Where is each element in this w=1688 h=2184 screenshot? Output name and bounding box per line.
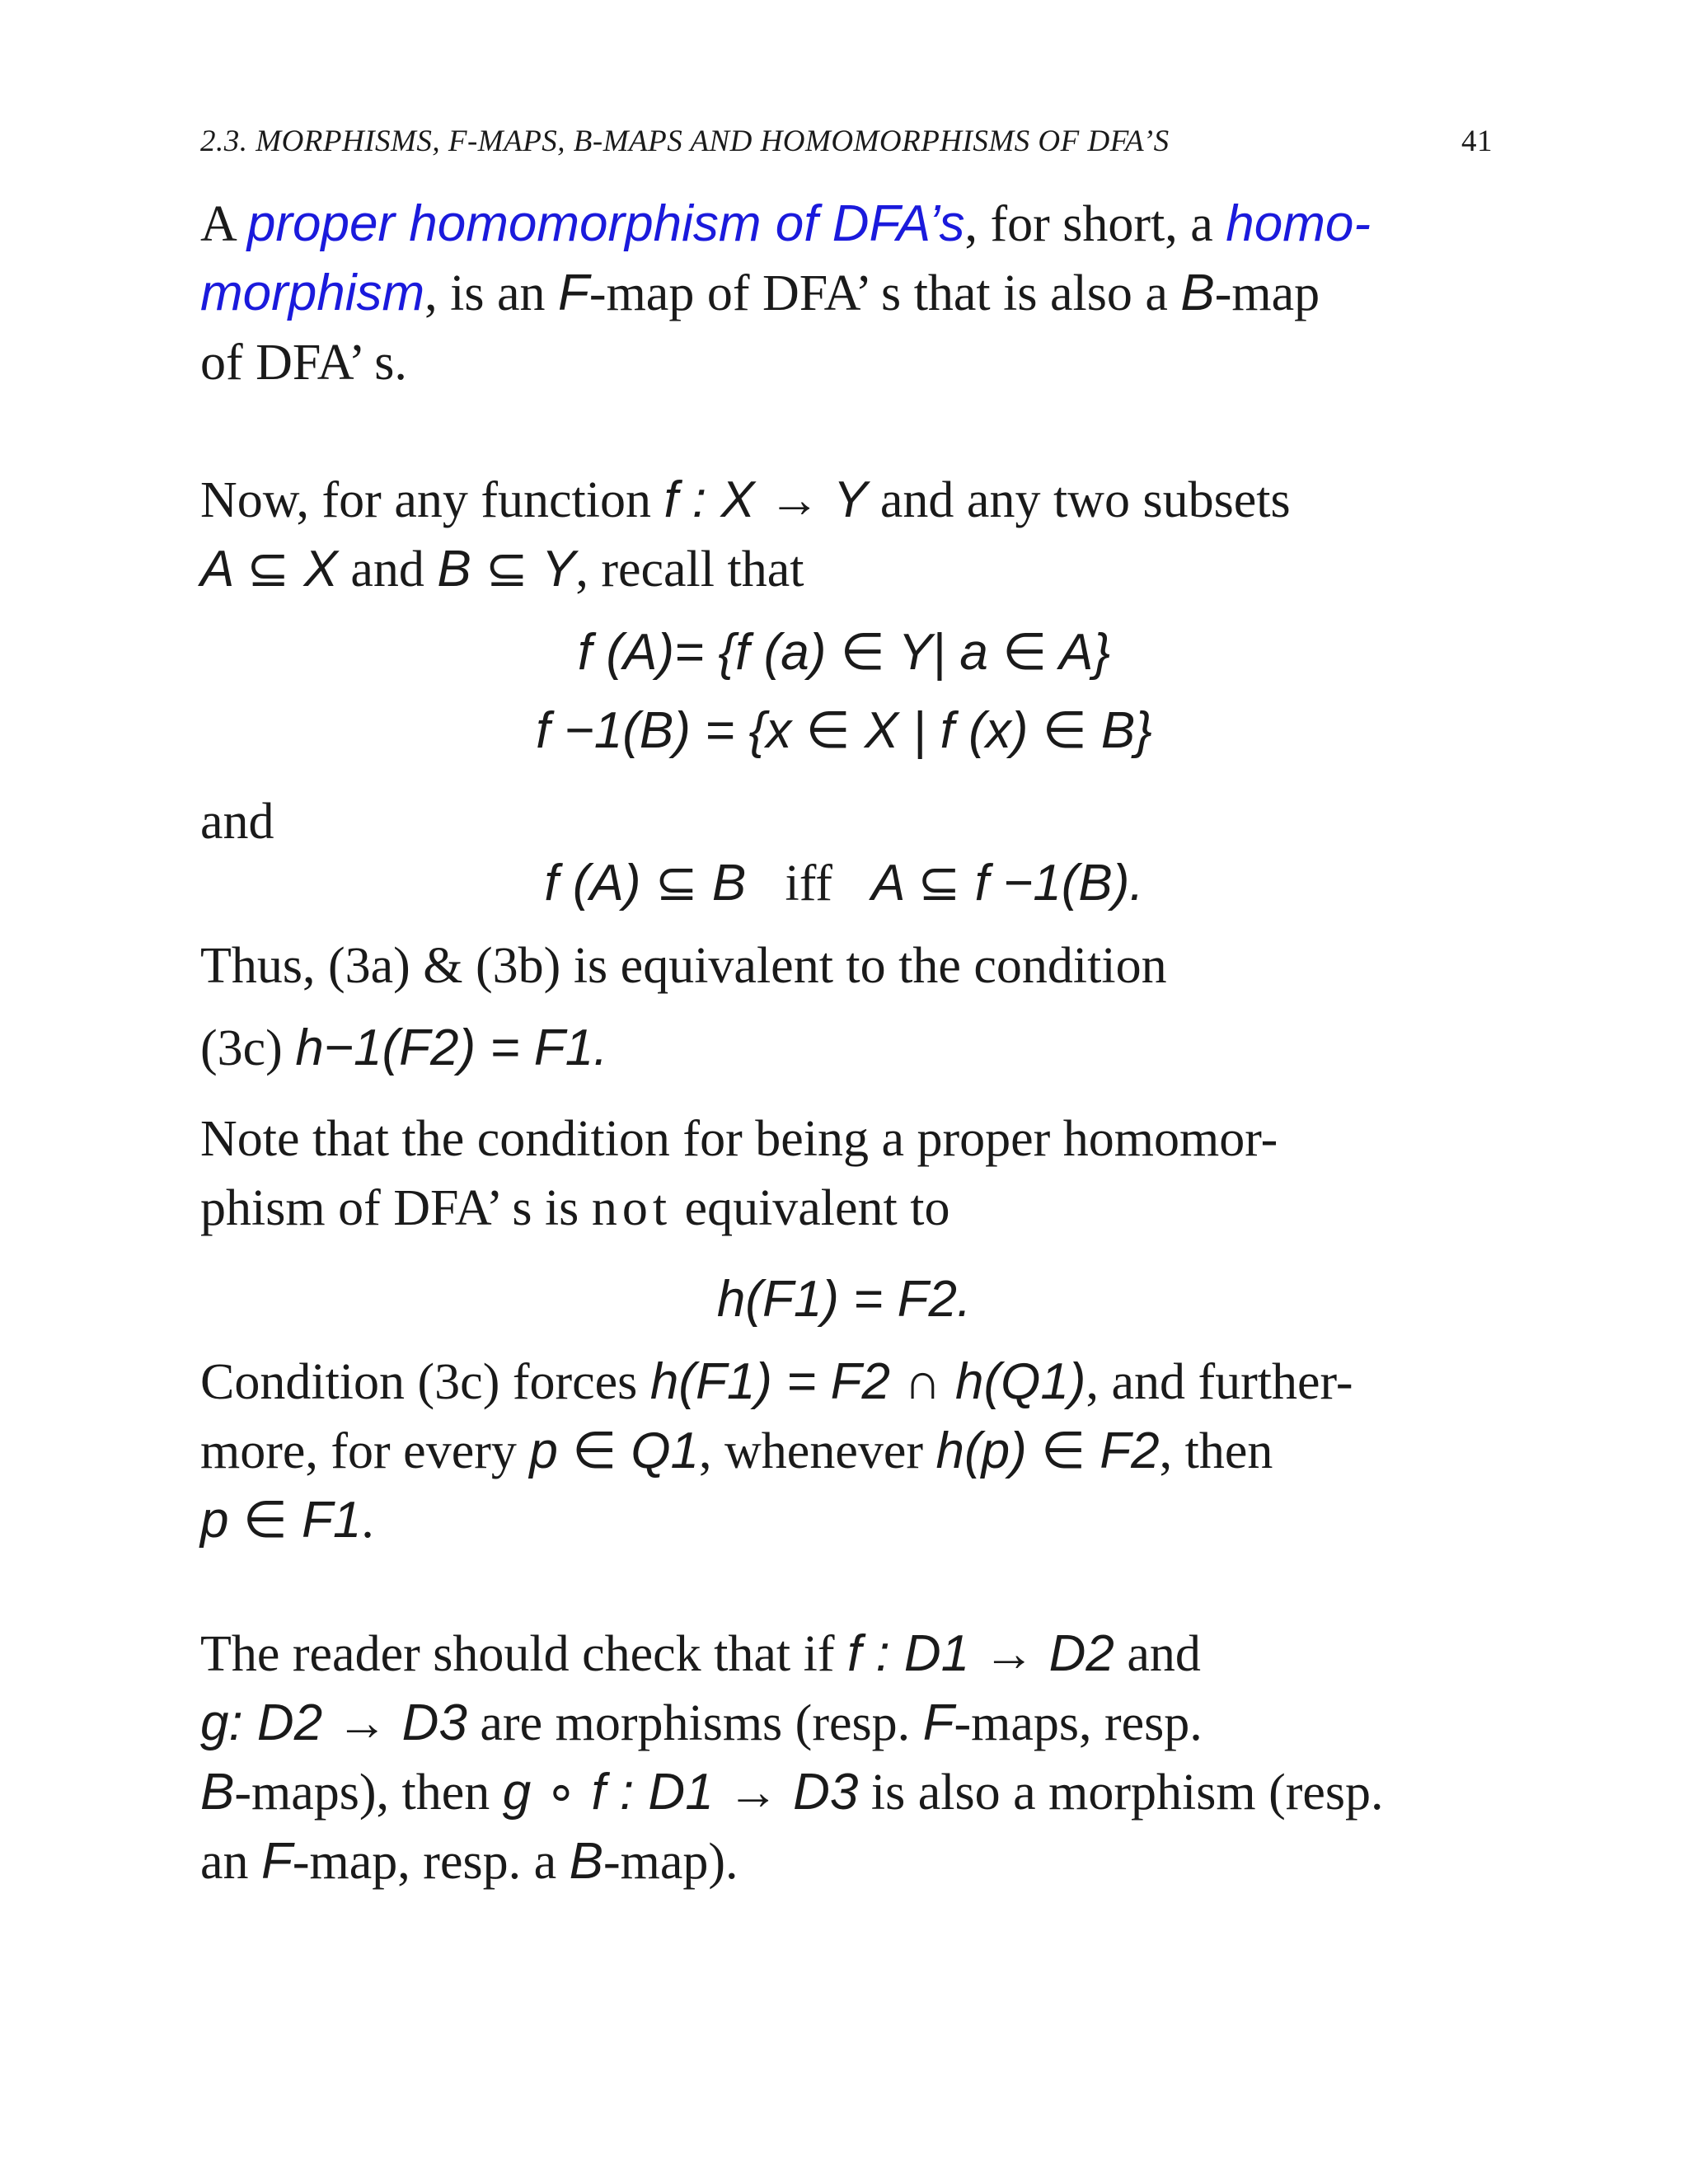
running-header — [200, 124, 1493, 158]
math-hp-f2: h(p) ∈ F2 — [935, 1422, 1160, 1479]
running-title: 2.3. MORPHISMS, F-MAPS, B-MAPS AND HOMOMORPHISMS OF DFA’S — [200, 124, 1170, 158]
and-line — [200, 787, 1490, 856]
text: equivalent to — [684, 1180, 950, 1236]
text: -map of DFA’ s that is also a — [588, 265, 1168, 321]
function-paragraph — [200, 466, 1490, 604]
text: -maps, resp. — [954, 1695, 1203, 1751]
text: is also a morphism (resp. — [870, 1765, 1384, 1821]
text: , recall that — [575, 541, 804, 598]
label-3c: (3c) — [200, 1020, 283, 1076]
math-left: f (A) ⊆ B — [544, 855, 747, 912]
math-F: F — [922, 1694, 954, 1751]
text: -map, resp. a — [292, 1834, 557, 1890]
text: , and further- — [1085, 1354, 1353, 1410]
equation-preimage: f −1(B) = {x ∈ X | f (x) ∈ B} — [536, 702, 1152, 759]
text: The reader should check that if — [200, 1626, 835, 1682]
term-homomorphism-cont: morphism — [200, 265, 425, 321]
text: , whenever — [699, 1423, 924, 1479]
math-f-map: f : D1 → D2 — [847, 1625, 1114, 1682]
equation-iff — [0, 849, 1688, 918]
text: are morphisms (resp. — [480, 1695, 911, 1751]
text: , is an — [424, 265, 546, 321]
math-subset-a: A ⊆ X — [200, 541, 338, 598]
equation-image: f (A)= {f (a) ∈ Y| a ∈ A} — [577, 624, 1111, 681]
term-homomorphism: homo- — [1226, 195, 1372, 252]
text: and any two subsets — [879, 472, 1291, 528]
math-g-map: g: D2 → D3 — [200, 1694, 467, 1751]
text: . — [361, 1493, 374, 1549]
condition-paragraph — [200, 1347, 1490, 1555]
text: Now, for any function — [200, 472, 651, 528]
math-3c: h−1(F2) = F1. — [295, 1019, 608, 1076]
text: -map). — [603, 1834, 738, 1890]
thus-paragraph: Thus, (3a) & (3b) is equivalent to the condition — [200, 938, 1167, 994]
math-F: F — [261, 1833, 293, 1890]
text-iff: iff — [785, 855, 832, 912]
text: , for short, a — [964, 196, 1213, 252]
math-B: B — [569, 1833, 603, 1890]
math-subset-b: B ⊆ Y — [437, 541, 576, 598]
math-forces: h(F1) = F2 ∩ h(Q1) — [649, 1353, 1086, 1410]
text: -maps), then — [234, 1765, 490, 1821]
text: an — [200, 1834, 249, 1890]
term-proper-homomorphism: proper homomorphism of DFA’s — [246, 195, 965, 252]
text: , then — [1159, 1423, 1273, 1479]
condition-3c — [200, 1014, 1490, 1083]
text: and — [1127, 1626, 1201, 1682]
text: Condition (3c) forces — [200, 1354, 638, 1410]
text: more, for every — [200, 1423, 517, 1479]
math-B: B — [1180, 265, 1215, 321]
equation-h-f1: h(F1) = F2. — [716, 1271, 972, 1328]
math-p-q1: p ∈ Q1 — [529, 1422, 700, 1479]
text: Note that the condition for being a proper homomor- — [200, 1111, 1278, 1167]
text: of DFA’ s. — [200, 335, 407, 391]
math-F: F — [558, 265, 589, 321]
math-p-f1: p ∈ F1 — [200, 1492, 362, 1549]
math-B: B — [200, 1764, 235, 1821]
math-composition: g ∘ f : D1 → D3 — [502, 1764, 859, 1821]
reader-paragraph — [200, 1619, 1490, 1896]
note-paragraph — [200, 1104, 1490, 1243]
text: phism of DFA’ s is — [200, 1180, 579, 1236]
text: A — [200, 196, 235, 252]
text-not: not — [591, 1180, 673, 1236]
math-right: A ⊆ f −1(B). — [871, 855, 1144, 912]
text: and — [200, 794, 274, 850]
text: and — [350, 541, 424, 598]
text: -map — [1214, 265, 1320, 321]
definition-paragraph — [200, 190, 1490, 397]
math-function: f : X → Y — [663, 471, 868, 528]
page-number: 41 — [1461, 124, 1493, 158]
